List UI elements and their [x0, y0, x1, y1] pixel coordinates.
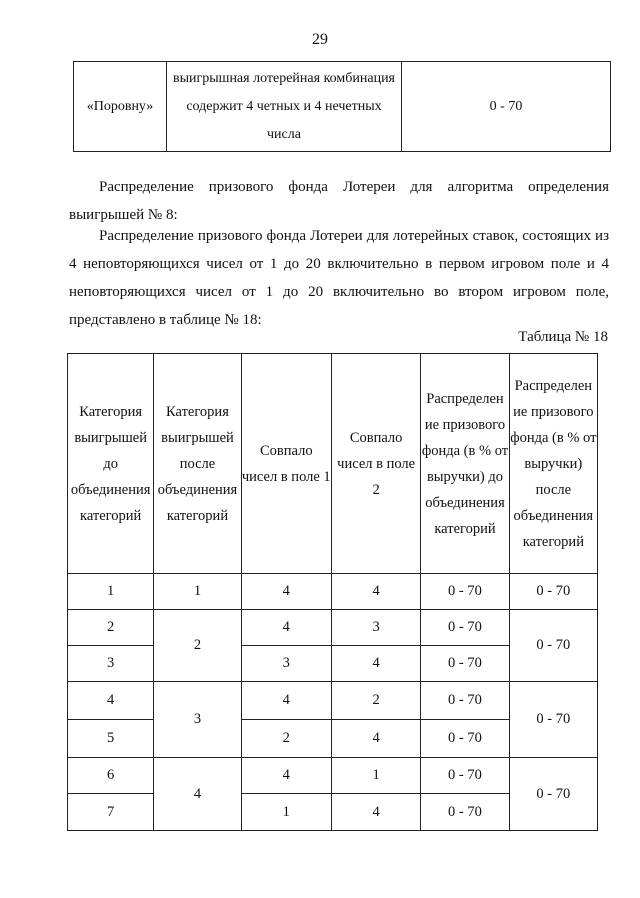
category-before-cell: 6: [68, 758, 154, 794]
table-row: [68, 574, 598, 610]
table-row: [68, 610, 598, 646]
category-before-cell: 5: [68, 720, 154, 758]
match1-cell: 2: [241, 720, 331, 758]
match1-cell: 4: [241, 682, 331, 720]
distribution-before-cell: 0 - 70: [421, 574, 509, 610]
category-before-cell: 4: [68, 682, 154, 720]
category-before-cell: 7: [68, 794, 154, 831]
paragraph-algorithm-8: Распределение призового фонда Лотереи для алгоритма определения выигрышей № 8:: [69, 179, 609, 223]
distribution-before-cell: 0 - 70: [421, 610, 509, 646]
category-after-cell: 2: [154, 610, 241, 682]
table-caption: Таблица № 18: [518, 329, 608, 345]
match2-cell: 4: [331, 646, 420, 682]
match2-cell: 3: [331, 610, 420, 646]
distribution-before-cell: 0 - 70: [421, 758, 509, 794]
category-after-cell: 1: [154, 574, 241, 610]
table-header-row: [68, 354, 598, 574]
table-row: [68, 682, 598, 720]
prize-distribution-table: [67, 353, 598, 831]
table-row: [74, 62, 611, 152]
match2-cell: 4: [331, 794, 420, 831]
distribution-after-cell: 0 - 70: [509, 758, 597, 831]
match1-cell: 4: [241, 610, 331, 646]
page-number: 29: [312, 31, 328, 48]
header-match-field-1: Совпало чисел в поле 1: [241, 354, 331, 574]
header-distribution-after: Распределен ие призового фонда (в % от выручки) после объединения категорий: [509, 354, 597, 574]
distribution-after-cell: 0 - 70: [509, 574, 597, 610]
category-cell: «Поровну»: [74, 62, 167, 152]
continuation-table: [73, 61, 611, 152]
match1-cell: 4: [241, 574, 331, 610]
match2-cell: 1: [331, 758, 420, 794]
category-before-cell: 1: [68, 574, 154, 610]
description-cell: выигрышная лотерейная комбинация содержит 4 четных и 4 нечетных числа: [167, 62, 402, 152]
distribution-before-cell: 0 - 70: [421, 794, 509, 831]
header-category-before: Категория выигрышей до объединения категорий: [68, 354, 154, 574]
match2-cell: 4: [331, 720, 420, 758]
category-after-cell: 3: [154, 682, 241, 758]
match1-cell: 1: [241, 794, 331, 831]
match1-cell: 3: [241, 646, 331, 682]
category-before-cell: 3: [68, 646, 154, 682]
distribution-before-cell: 0 - 70: [421, 682, 509, 720]
table-row: [68, 758, 598, 794]
distribution-before-cell: 0 - 70: [421, 646, 509, 682]
match1-cell: 4: [241, 758, 331, 794]
distribution-before-cell: 0 - 70: [421, 720, 509, 758]
match2-cell: 2: [331, 682, 420, 720]
distribution-after-cell: 0 - 70: [509, 682, 597, 758]
header-match-field-2: Совпало чисел в поле 2: [331, 354, 420, 574]
category-before-cell: 2: [68, 610, 154, 646]
distribution-cell: 0 - 70: [402, 62, 611, 152]
header-category-after: Категория выигрышей после объединения категорий: [154, 354, 241, 574]
category-after-cell: 4: [154, 758, 241, 831]
paragraph-distribution-description: Распределение призового фонда Лотереи для лотерейных ставок, состоящих из 4 неповторяющихся чисел от 1 до 20 включительно в первом игровом поле и 4 неповторяющихся чисел от 1 до 20 включительно во втором игровом поле, представлено в таблице № 18:: [69, 228, 609, 328]
header-distribution-before: Распределен ие призового фонда (в % от выручки) до объединения категорий: [421, 354, 509, 574]
match2-cell: 4: [331, 574, 420, 610]
distribution-after-cell: 0 - 70: [509, 610, 597, 682]
